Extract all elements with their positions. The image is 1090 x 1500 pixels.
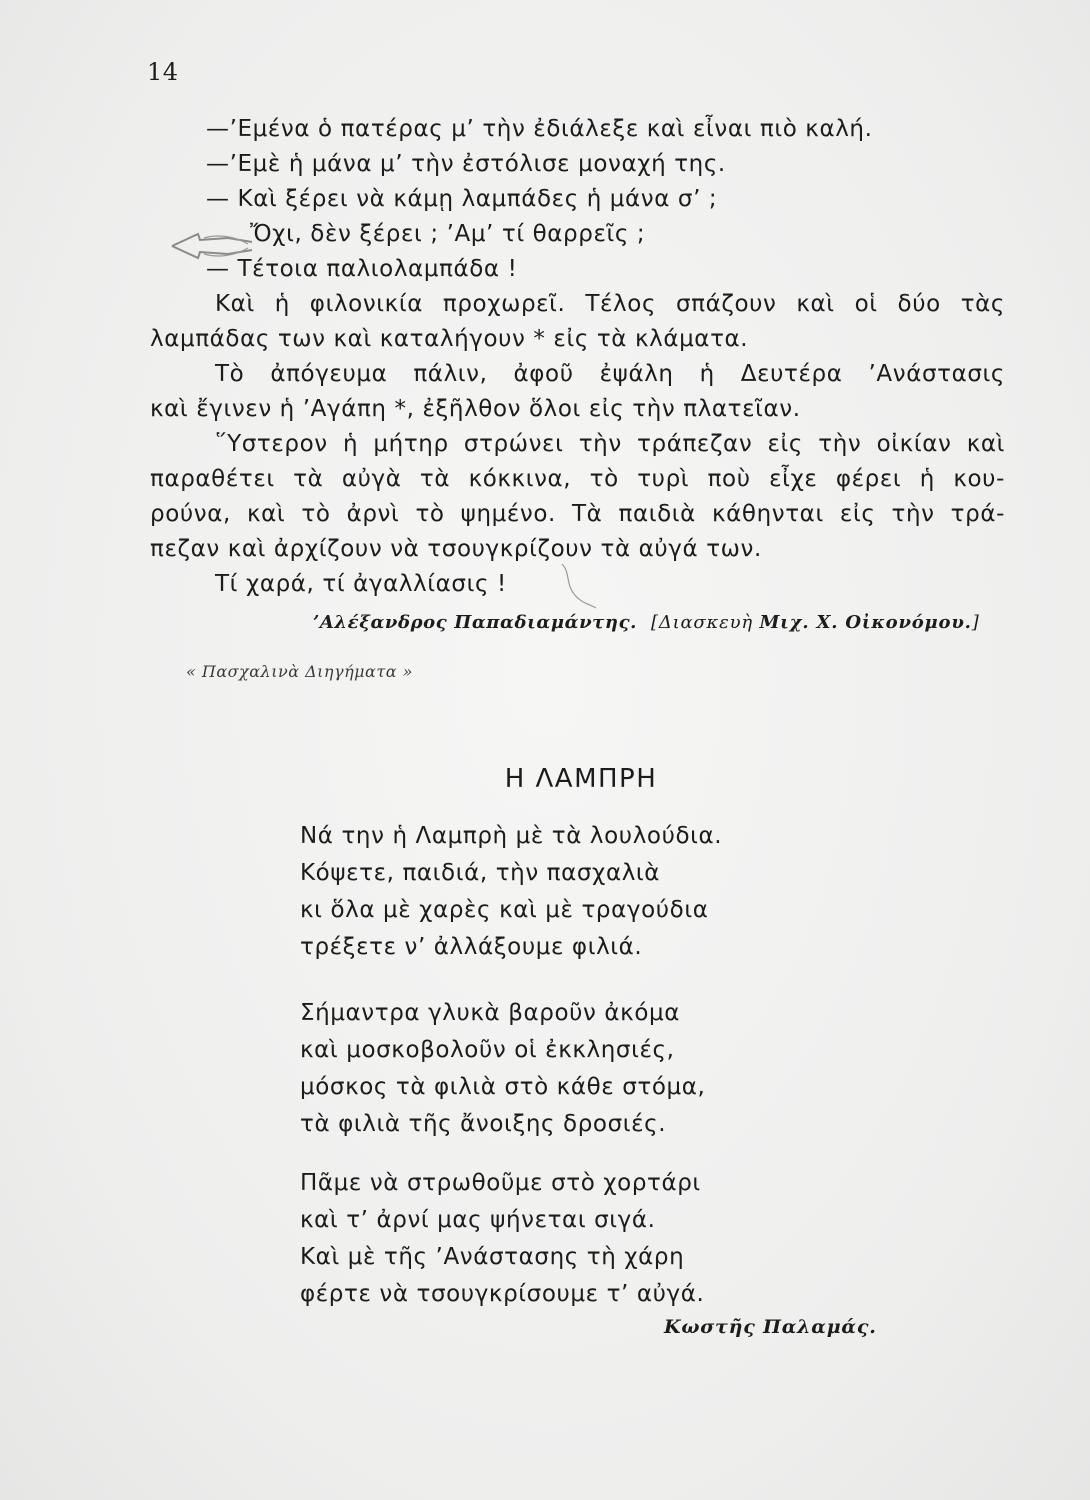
poem-line: τρέξετε ν’ ἀλλάξουμε φιλιά.: [300, 934, 643, 960]
prose-text: [150, 112, 1010, 602]
poem-line: φέρτε νὰ τσουγκρίσουμε τ’ αὐγά.: [300, 1281, 705, 1307]
prose-line: ρούνα, καὶ τὸ ἀρνὶ τὸ ψημένο. Τὰ παιδιὰ κάθηνται εἰς τὴν τρά-: [150, 501, 1005, 527]
poem-line: Σήμαντρα γλυκὰ βαροῦν ἀκόμα: [300, 1000, 680, 1026]
poem-line: τὰ φιλιὰ τῆς ἄνοιξης δροσιές.: [300, 1111, 667, 1137]
source-title: « Πασχαλινὰ Διηγήματα »: [186, 662, 413, 681]
poem-line: Κόψετε, παιδιά, τὴν πασχαλιὰ: [300, 860, 661, 886]
poem-author: Κωστῆς Παλαμάς.: [664, 1316, 877, 1338]
prose-line: παραθέτει τὰ αὐγὰ τὰ κόκκινα, τὸ τυρὶ ποὺ εἶχε φέρει ἡ κου-: [150, 466, 1005, 492]
prose-line: πεζαν καὶ ἀρχίζουν νὰ τσουγκρίζουν τὰ αὐγά των.: [150, 536, 762, 562]
prose-line: —’Εμὲ ἡ μάνα μ’ τὴν ἐστόλισε μοναχή της.: [206, 151, 726, 177]
adaptation-note: [651, 612, 980, 633]
poem-line: καὶ μοσκοβολοῦν οἱ ἐκκλησιές,: [300, 1037, 675, 1063]
poem-title: Η ΛΑΜΠΡΗ: [504, 764, 658, 794]
prose-line: λαμπάδας των καὶ καταλήγουν * εἰς τὰ κλάματα.: [150, 326, 749, 352]
prose-line: — Καὶ ξέρει νὰ κάμῃ λαμπάδες ἡ μάνα σ’ ;: [206, 186, 718, 212]
poem-line: Πᾶμε νὰ στρωθοῦμε στὸ χορτάρι: [300, 1170, 701, 1196]
poem-line: Καὶ μὲ τῆς ’Ανάστασης τὴ χάρη: [300, 1244, 685, 1270]
pencil-scribble: [560, 560, 600, 610]
poem-line: μόσκος τὰ φιλιὰ στὸ κάθε στόμα,: [300, 1074, 706, 1100]
poem-line: κι ὅλα μὲ χαρὲς καὶ μὲ τραγούδια: [300, 897, 709, 923]
page-number: 14: [147, 58, 179, 86]
prose-line: ῞Υστερον ἡ μήτηρ στρώνει τὴν τράπεζαν εἰς τὴν οἰκίαν καὶ: [215, 431, 1005, 457]
prose-line: Τί χαρά, τί ἀγαλλίασις !: [215, 571, 507, 597]
prose-line: Ὄχι, δὲν ξέρει ; ’Αμ’ τί θαρρεῖς ;: [250, 221, 646, 247]
poem-stanza: [300, 1165, 704, 1313]
prose-author: ’Αλέξανδρος Παπαδιαμάντης.: [313, 612, 637, 633]
prose-line: Τὸ ἀπόγευμα πάλιν, ἀφοῦ ἐψάλη ἡ Δευτέρα ’Ανάστασις: [215, 361, 1005, 387]
poem-stanza: [300, 818, 722, 966]
prose-line: καὶ ἔγινεν ἡ ’Αγάπη *, ἐξῆλθον ὅλοι εἰς τὴν πλατεῖαν.: [150, 396, 801, 422]
poem-line: Νά την ἡ Λαμπρὴ μὲ τὰ λουλούδια.: [300, 823, 723, 849]
prose-attribution: [313, 612, 980, 633]
poem-line: καὶ τ’ ἀρνί μας ψήνεται σιγά.: [300, 1207, 656, 1233]
prose-line: — Τέτοια παλιολαμπάδα !: [206, 256, 518, 282]
adaptation-suffix: ]: [971, 612, 980, 633]
adaptation-prefix: [Διασκευὴ: [651, 612, 753, 633]
poem-stanza: [300, 995, 705, 1143]
prose-line: Καὶ ἡ φιλονικία προχωρεῖ. Τέλος σπάζουν καὶ οἱ δύο τὰς: [215, 291, 1005, 317]
adapter-name: Μιχ. Χ. Οἰκονόμου.: [759, 612, 972, 633]
prose-line: —’Εμένα ὁ πατέρας μ’ τὴν ἐδιάλεξε καὶ εἶναι πιὸ καλή.: [206, 116, 873, 142]
